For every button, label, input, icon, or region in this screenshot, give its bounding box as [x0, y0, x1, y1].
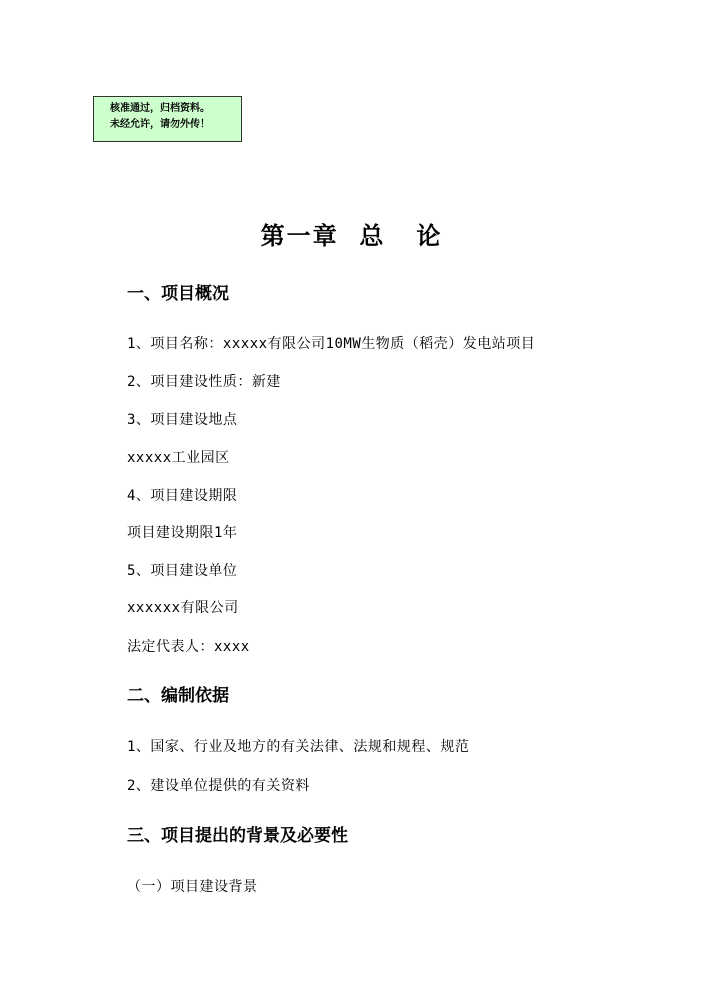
stamp-line-2: 未经允许，请勿外传！: [110, 119, 210, 130]
background-subheading: （一）项目建设背景: [127, 879, 258, 895]
approval-stamp: [93, 96, 242, 142]
section-heading-background: 三、项目提出的背景及必要性: [127, 826, 348, 846]
overview-line-nature: 2、项目建设性质：新建: [127, 374, 281, 390]
overview-line-period-value: 项目建设期限1年: [127, 525, 238, 541]
overview-line-legal-rep: 法定代表人：xxxx: [127, 639, 250, 655]
overview-line-project-name: 1、项目名称：xxxxx有限公司10MW生物质（稻壳）发电站项目: [127, 336, 536, 352]
chapter-title: 第一章 总 论: [260, 221, 443, 250]
basis-line-1: 1、国家、行业及地方的有关法律、法规和规程、规范: [127, 739, 470, 755]
section-heading-basis: 二、编制依据: [127, 686, 229, 706]
overview-line-location-value: xxxxx工业园区: [127, 450, 230, 466]
section-heading-overview: 一、项目概况: [127, 284, 229, 304]
stamp-line-1: 核准通过，归档资料。: [110, 103, 210, 114]
overview-line-unit-value: xxxxxx有限公司: [127, 600, 239, 616]
overview-line-unit-label: 5、项目建设单位: [127, 563, 238, 579]
overview-line-period-label: 4、项目建设期限: [127, 488, 238, 504]
basis-line-2: 2、建设单位提供的有关资料: [127, 778, 310, 794]
overview-line-location-label: 3、项目建设地点: [127, 412, 238, 428]
